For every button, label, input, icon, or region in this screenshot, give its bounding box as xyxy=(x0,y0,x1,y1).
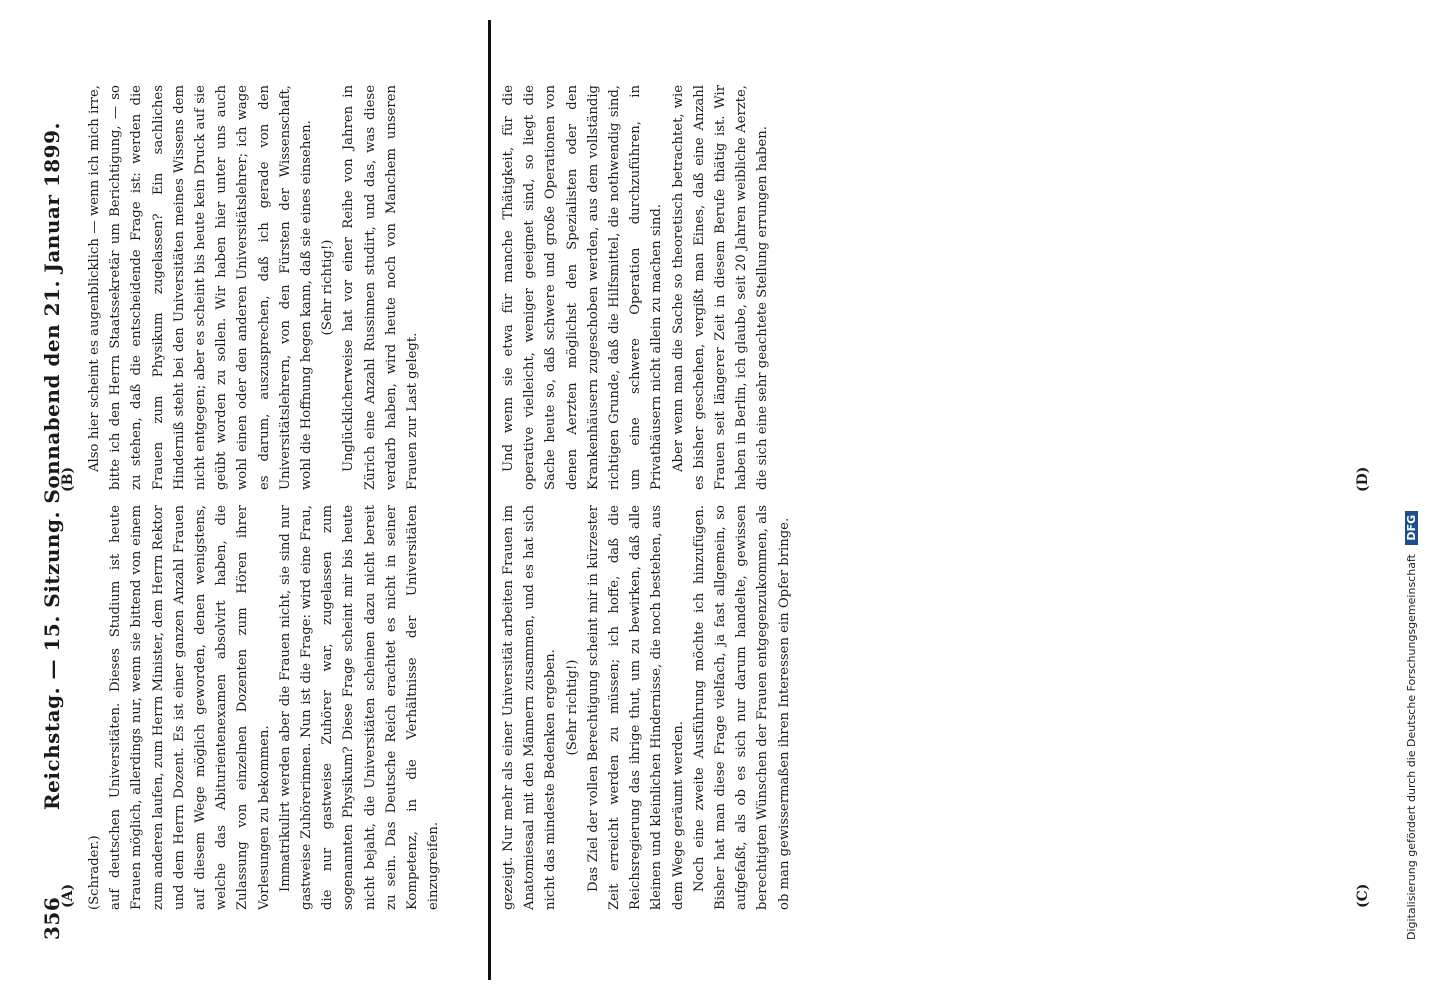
column-right-top xyxy=(498,505,918,910)
digitization-credit xyxy=(1405,60,1425,940)
column-divider xyxy=(488,20,491,980)
paragraph: Und wenn sie etwa für manche Thätigkeit, für die operative vielleicht, weniger geeignet sind, so liegt die Sache heute so, daß schwere und große Operationen von denen Aerzten möglichst den Spezialisten oder den Krankenhäusern zugeschoben werden, aus dem vollständig richtigen Grunde, daß die Hilfsmittel, die nothwendig sind, um eine schwere Operation durchzuführen, in Privathäusern nicht allein zu machen sind. xyxy=(501,85,665,490)
credit-text: Digitalisierung gefördert durch die Deutsche Forschungsgemeinschaft xyxy=(1405,554,1418,940)
column-left-bottom xyxy=(84,85,484,490)
page-header xyxy=(40,60,70,940)
paragraph: Immatrikulirt werden aber die Frauen nicht, sie sind nur gastweise Zuhörerinnen. Nun ist die Frage: wird eine Frau, die nur gastweise Zuhörer war, zugelassen zum sogenannten Physikum? Diese Frage scheint mir bis heute nicht bejaht, die Universitäten scheinen dazu nicht bereit zu sein. Das Deutsche Reich erachtet es nicht in seiner Kompetenz, in die Verhältnisse der Universitäten einzugreifen. xyxy=(277,505,442,910)
margin-marker-a: (A) xyxy=(60,883,76,908)
margin-marker-c: (C) xyxy=(1355,883,1371,908)
paragraph: Aber wenn man die Sache so theoretisch betrachtet, wie es bisher geschehen, vergißt man Eines, daß eine Anzahl Frauen seit längerer Zeit in diesem Berufe thätig ist. Wir haben in Berlin, ich glaube, seit 20 Jahren weibliche Aerzte, die sich eine sehr geachtete Stellung errungen haben. xyxy=(670,85,771,490)
column-right-bottom xyxy=(498,85,918,490)
interjection: (Sehr richtig!) xyxy=(320,239,336,336)
margin-marker-b: (B) xyxy=(60,466,76,492)
paragraph: Also hier scheint es augenblicklich — wenn ich mich irre, bitte ich den Herrn Staatssekretär um Berichtigung, — so zu stehen, daß die entscheidende Frage ist: werden die Frauen zum Physikum zugelassen? Ein sachliches Hinderniß steht bei den Universitäten meines Wissens dem nicht entgegen; aber es scheint bis heute kein Druck auf sie geübt worden zu sollen. Wir haben hier unter uns auch wohl einen oder den anderen Universitätslehrer; ich wage es darum, auszusprechen, daß ich gerade von den Universitätslehrern, von den Fürsten der Wissenschaft, wohl die Hoffnung hegen kann, daß sie eines einsehen. xyxy=(87,85,315,490)
running-title: Reichstag. — 15. Sitzung. Sonnabend den 21. Januar 1899. xyxy=(40,122,64,810)
paragraph: Unglücklicherweise hat vor einer Reihe von Jahren in Zürich eine Anzahl Russinnen studirt, und das, was diese verdarb haben, wird heute noch von Manchem unseren Frauen zur Last gelegt. xyxy=(341,85,421,490)
interjection: (Sehr richtig!) xyxy=(564,659,580,756)
paragraph: gezeigt. Nur mehr als einer Universität arbeiten Frauen im Anatomiesaal mit den Männern zusammen, und es hat sich nicht das mindeste Bedenken ergeben. xyxy=(501,505,559,910)
paragraph: Noch eine zweite Ausführung möchte ich hinzufügen. Bisher hat man diese Frage vielfach, ja fast allgemein, so aufgefaßt, als ob es sich nur darum handelte, gewissen berechtigten Wünschen der Frauen entgegenzukommen, als ob man gewissermaßen ihren Interessen ein Opfer bringe. xyxy=(691,505,792,910)
paragraph: Das Ziel der vollen Berechtigung scheint mir in kürzester Zeit erreicht werden zu müssen; ich hoffe, daß die Reichsregierung das ihrige thut, um zu bewirken, daß alle kleinen und kleinlichen Hindernisse, die noch bestehen, aus dem Wege geräumt werden. xyxy=(585,505,686,910)
dfg-logo-icon: DFG xyxy=(1405,511,1418,545)
speaker-tag: (Schrader.) xyxy=(87,835,102,910)
page-number: 356 xyxy=(40,896,64,940)
margin-marker-d: (D) xyxy=(1355,466,1371,492)
paragraph: auf deutschen Universitäten. Dieses Studium ist heute Frauen möglich, allerdings nur, wenn sie bittend von einem zum anderen laufen, zum Herrn Minister, dem Herrn Rektor und dem Herrn Dozent. Es ist einer ganzen Anzahl Frauen auf diesem Wege möglich geworden, denen wenigstens, welche das Abiturientenexamen absolvirt haben, die Zulassung von einzelnen Dozenten zum Hören ihrer Vorlesungen zu bekommen. xyxy=(108,505,272,910)
column-left-top xyxy=(84,505,484,910)
